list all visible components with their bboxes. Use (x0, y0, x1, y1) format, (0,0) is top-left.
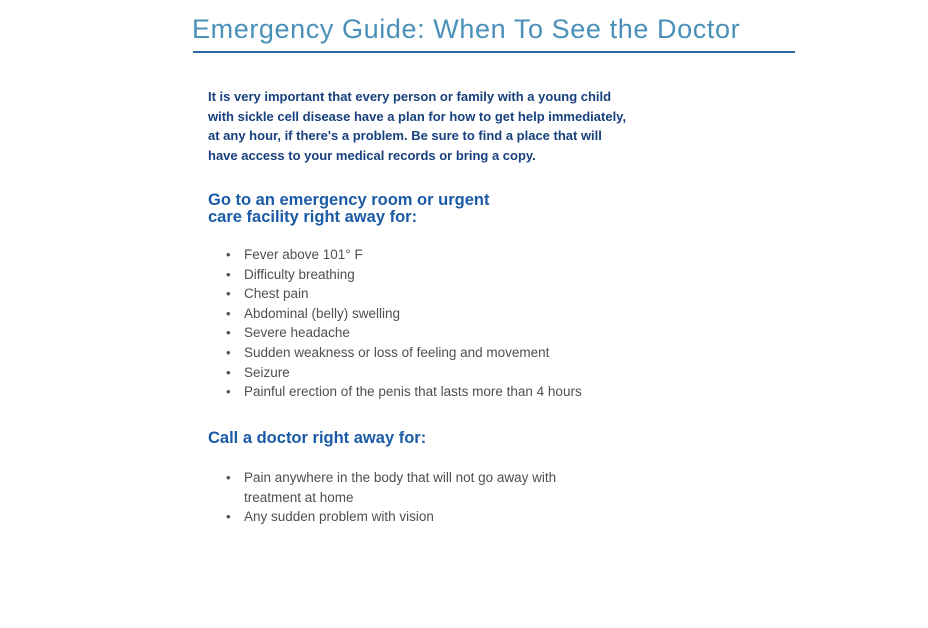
list-item: • Pain anywhere in the body that will not go away with treatment at home (226, 468, 578, 507)
intro-paragraph: It is very important that every person or family with a young child with sickle cell disease have a plan for how to get help immediately, at any hour, if there's a problem. Be sure to find a place that will have access to your medical records or bring a copy. (208, 89, 627, 163)
section-heading-emergency-room: Go to an emergency room or urgent care facility right away for: (208, 191, 490, 226)
call-doctor-list (226, 468, 578, 527)
title-underline (193, 51, 795, 53)
page-title: Emergency Guide: When To See the Doctor (192, 14, 741, 44)
list-item: • Sudden weakness or loss of feeling and movement (226, 343, 582, 363)
section-heading-call-doctor: Call a doctor right away for: (208, 429, 427, 447)
list-item: • Severe headache (226, 323, 582, 343)
list-item: • Fever above 101° F (226, 245, 582, 265)
list-item: • Any sudden problem with vision (226, 507, 578, 527)
list-item: • Abdominal (belly) swelling (226, 304, 582, 324)
emergency-room-list (226, 245, 582, 402)
list-item: • Chest pain (226, 284, 582, 304)
list-item: • Difficulty breathing (226, 265, 582, 285)
list-item: • Seizure (226, 363, 582, 383)
list-item: • Painful erection of the penis that lasts more than 4 hours (226, 382, 582, 402)
